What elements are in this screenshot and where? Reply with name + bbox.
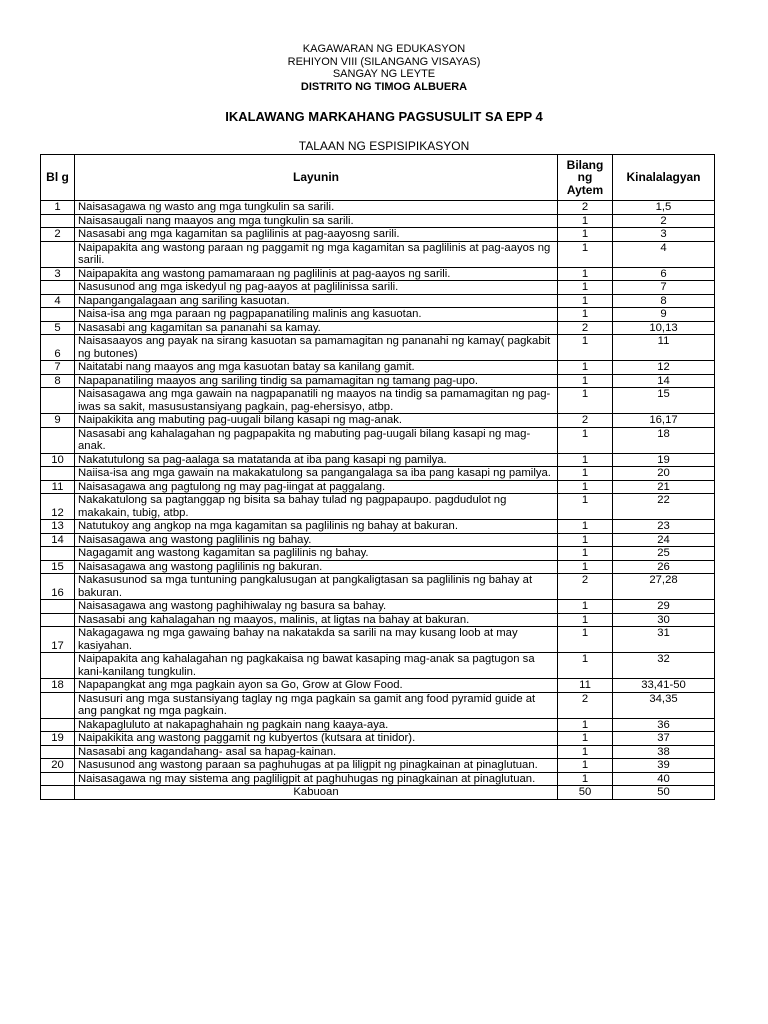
row-location: 24 — [613, 533, 715, 547]
row-location: 29 — [613, 600, 715, 614]
table-row — [41, 547, 715, 561]
department-name: KAGAWARAN NG EDUKASYON — [302, 43, 466, 55]
header-location: Kinalalagyan — [613, 155, 715, 201]
document-header — [0, 43, 768, 93]
row-objective: Nasasabi ang kahalagahan ng maayos, malinis, at ligtas na bahay at bakuran. — [75, 613, 558, 627]
row-location: 26 — [613, 560, 715, 574]
row-item-count: 2 — [558, 201, 613, 215]
row-item-count: 1 — [558, 560, 613, 574]
table-row — [41, 480, 715, 494]
row-bl: 16 — [41, 574, 75, 600]
row-objective: Naisasagawa ang wastong paghihiwalay ng basura sa bahay. — [75, 600, 558, 614]
table-row — [41, 335, 715, 361]
row-item-count: 1 — [558, 453, 613, 467]
row-bl: 14 — [41, 533, 75, 547]
row-bl: 2 — [41, 228, 75, 242]
row-item-count: 1 — [558, 600, 613, 614]
row-item-count: 2 — [558, 574, 613, 600]
district-name: DISTRITO NG TIMOG ALBUERA — [300, 80, 468, 93]
row-location: 23 — [613, 520, 715, 534]
row-location: 9 — [613, 308, 715, 322]
row-objective: Naiisa-isa ang mga gawain na makakatulong sa pangangalaga sa iba pang kasapi ng pamilya. — [75, 467, 558, 481]
header-objective: Layunin — [75, 155, 558, 201]
row-objective: Napapangkat ang mga pagkain ayon sa Go, Grow at Glow Food. — [75, 679, 558, 693]
row-location: 12 — [613, 361, 715, 375]
row-bl: 20 — [41, 759, 75, 773]
table-row — [41, 321, 715, 335]
row-item-count: 1 — [558, 772, 613, 786]
row-item-count: 1 — [558, 533, 613, 547]
row-item-count: 1 — [558, 335, 613, 361]
table-row — [41, 653, 715, 679]
row-location: 6 — [613, 267, 715, 281]
table-row — [41, 613, 715, 627]
row-objective: Nasusuri ang mga sustansiyang taglay ng mga pagkain sa gamit ang food pyramid guide at ang pangkat ng mga pagkain. — [75, 692, 558, 718]
row-item-count: 1 — [558, 467, 613, 481]
table-row — [41, 533, 715, 547]
row-item-count: 1 — [558, 228, 613, 242]
row-location: 33,41-50 — [613, 679, 715, 693]
row-objective: Naipapakita ang wastong pamamaraan ng paglilinis at pag-aayos ng sarili. — [75, 267, 558, 281]
row-location: 40 — [613, 772, 715, 786]
row-location: 27,28 — [613, 574, 715, 600]
row-bl: 7 — [41, 361, 75, 375]
table-row — [41, 361, 715, 375]
table-row — [41, 772, 715, 786]
row-objective: Naisasaayos ang payak na sirang kasuotan sa pamamagitan ng pananahi ng kamay( pagkabit ng butones) — [75, 335, 558, 361]
row-item-count: 1 — [558, 547, 613, 561]
row-location: 11 — [613, 335, 715, 361]
row-location: 14 — [613, 374, 715, 388]
row-location: 20 — [613, 467, 715, 481]
row-objective: Nagagamit ang wastong kagamitan sa paglilinis ng bahay. — [75, 547, 558, 561]
row-bl: 8 — [41, 374, 75, 388]
table-row — [41, 718, 715, 732]
row-bl — [41, 718, 75, 732]
row-location: 21 — [613, 480, 715, 494]
row-objective: Nasusunod ang mga iskedyul ng pag-aayos at paglilinissa sarili. — [75, 281, 558, 295]
row-objective: Naipakikita ang wastong paggamit ng kubyertos (kutsara at tinidor). — [75, 732, 558, 746]
row-objective: Nakatutulong sa pag-aalaga sa matatanda at iba pang kasapi ng pamilya. — [75, 453, 558, 467]
page-subtitle: TALAAN NG ESPISIPIKASYON — [298, 139, 470, 153]
row-bl — [41, 653, 75, 679]
row-bl — [41, 613, 75, 627]
row-objective: Naipapakita ang kahalagahan ng pagkakaisa ng bawat kasaping mag-anak sa pagtugon sa kani-kanilang tungkulin. — [75, 653, 558, 679]
row-item-count: 1 — [558, 427, 613, 453]
table-header-row — [41, 155, 715, 201]
row-objective: Nakakatulong sa pagtanggap ng bisita sa bahay tulad ng pagpapaupo. pagdudulot ng makakain, tubig, atbp. — [75, 494, 558, 520]
region-name: REHIYON VIII (SILANGANG VISAYAS) — [287, 55, 481, 68]
row-objective: Nasusunod ang wastong paraan sa paghuhugas at pa liligpit ng pinagkainan at pinaglutuan. — [75, 759, 558, 773]
row-objective: Nasasabi ang kahalagahan ng pagpapakita ng mabuting pag-uugali bilang kasapi ng mag-anak. — [75, 427, 558, 453]
row-location: 1,5 — [613, 201, 715, 215]
row-location: 18 — [613, 427, 715, 453]
row-item-count: 1 — [558, 374, 613, 388]
table-row — [41, 201, 715, 215]
row-objective: Naisasagawa ng may sistema ang pagliligpit at paghuhugas ng pinagkainan at pinaglutuan. — [75, 772, 558, 786]
row-bl: 9 — [41, 414, 75, 428]
row-bl — [41, 388, 75, 414]
row-objective: Nasasabi ang mga kagamitan sa paglilinis at pag-aayosng sarili. — [75, 228, 558, 242]
table-row — [41, 308, 715, 322]
row-objective: Nasasabi ang kagamitan sa pananahi sa kamay. — [75, 321, 558, 335]
specification-table — [40, 154, 715, 800]
header-bl: Bl g — [41, 155, 75, 201]
table-row — [41, 453, 715, 467]
table-row — [41, 600, 715, 614]
row-item-count: 1 — [558, 520, 613, 534]
row-item-count: 1 — [558, 281, 613, 295]
row-location: 34,35 — [613, 692, 715, 718]
row-item-count: 1 — [558, 308, 613, 322]
table-row — [41, 692, 715, 718]
row-item-count: 1 — [558, 745, 613, 759]
table-row — [41, 388, 715, 414]
row-objective: Napapanatiling maayos ang sariling tindig sa pamamagitan ng tamang pag-upo. — [75, 374, 558, 388]
row-objective: Naisasagawa ang mga gawain na nagpapanatili ng maayos na tindig sa pamamagitan ng pag-iwas sa sakit, masusustansiyang pagkain, pag-ehersisyo, atbp. — [75, 388, 558, 414]
row-bl: 19 — [41, 732, 75, 746]
row-item-count: 1 — [558, 732, 613, 746]
table-row — [41, 745, 715, 759]
row-bl: 3 — [41, 267, 75, 281]
row-bl: 10 — [41, 453, 75, 467]
row-item-count: 1 — [558, 627, 613, 653]
row-location: 32 — [613, 653, 715, 679]
table-row — [41, 574, 715, 600]
row-location: 38 — [613, 745, 715, 759]
row-bl: 1 — [41, 201, 75, 215]
row-objective: Naisa-isa ang mga paraan ng pagpapanatiling malinis ang kasuotan. — [75, 308, 558, 322]
table-row — [41, 560, 715, 574]
row-item-count: 1 — [558, 388, 613, 414]
table-row — [41, 679, 715, 693]
row-objective: Nakagagawa ng mga gawaing bahay na nakatakda sa sarili na may kusang loob at may kasiyahan. — [75, 627, 558, 653]
row-bl — [41, 547, 75, 561]
row-item-count: 1 — [558, 718, 613, 732]
table-row — [41, 267, 715, 281]
total-row — [41, 786, 715, 800]
row-location: 36 — [613, 718, 715, 732]
row-bl: 5 — [41, 321, 75, 335]
row-item-count: 1 — [558, 294, 613, 308]
row-objective: Naisasagawa ang wastong paglilinis ng bakuran. — [75, 560, 558, 574]
total-label: Kabuoan — [75, 786, 558, 800]
row-bl: 17 — [41, 627, 75, 653]
row-location: 15 — [613, 388, 715, 414]
row-bl — [41, 692, 75, 718]
row-location: 25 — [613, 547, 715, 561]
table-row — [41, 374, 715, 388]
total-location: 50 — [613, 786, 715, 800]
row-location: 19 — [613, 453, 715, 467]
row-item-count: 2 — [558, 321, 613, 335]
row-bl — [41, 214, 75, 228]
row-item-count: 1 — [558, 214, 613, 228]
row-item-count: 11 — [558, 679, 613, 693]
row-bl: 11 — [41, 480, 75, 494]
division-name: SANGAY NG LEYTE — [332, 68, 436, 80]
row-location: 30 — [613, 613, 715, 627]
row-location: 10,13 — [613, 321, 715, 335]
table-row — [41, 294, 715, 308]
row-item-count: 2 — [558, 414, 613, 428]
total-count: 50 — [558, 786, 613, 800]
row-location: 8 — [613, 294, 715, 308]
row-bl: 13 — [41, 520, 75, 534]
row-objective: Napangangalagaan ang sariling kasuotan. — [75, 294, 558, 308]
row-objective: Naisasagawa ang wastong paglilinis ng bahay. — [75, 533, 558, 547]
table-row — [41, 627, 715, 653]
row-item-count: 1 — [558, 613, 613, 627]
table-row — [41, 427, 715, 453]
table-row — [41, 759, 715, 773]
table-row — [41, 467, 715, 481]
row-location: 2 — [613, 214, 715, 228]
row-objective: Naipapakita ang wastong paraan ng paggamit ng mga kagamitan sa paglilinis at pag-aayos ng sarili. — [75, 241, 558, 267]
row-item-count: 1 — [558, 361, 613, 375]
row-item-count: 1 — [558, 653, 613, 679]
row-objective: Naisasagawa ng wasto ang mga tungkulin sa sarili. — [75, 201, 558, 215]
row-bl: 15 — [41, 560, 75, 574]
table-row — [41, 281, 715, 295]
row-objective: Nakapagluluto at nakapaghahain ng pagkain nang kaaya-aya. — [75, 718, 558, 732]
table-row — [41, 228, 715, 242]
table-row — [41, 520, 715, 534]
row-item-count: 1 — [558, 267, 613, 281]
table-row — [41, 241, 715, 267]
total-bl — [41, 786, 75, 800]
row-bl: 4 — [41, 294, 75, 308]
row-bl: 6 — [41, 335, 75, 361]
row-item-count: 2 — [558, 692, 613, 718]
table-row — [41, 214, 715, 228]
row-bl — [41, 427, 75, 453]
row-location: 3 — [613, 228, 715, 242]
row-item-count: 1 — [558, 759, 613, 773]
row-bl — [41, 241, 75, 267]
header-item-count: Bilang ng Aytem — [558, 155, 613, 201]
row-objective: Naitatabi nang maayos ang mga kasuotan batay sa kanilang gamit. — [75, 361, 558, 375]
row-objective: Naipakikita ang mabuting pag-uugali bilang kasapi ng mag-anak. — [75, 414, 558, 428]
table-row — [41, 732, 715, 746]
row-bl: 18 — [41, 679, 75, 693]
row-bl: 12 — [41, 494, 75, 520]
row-location: 37 — [613, 732, 715, 746]
row-location: 4 — [613, 241, 715, 267]
row-location: 16,17 — [613, 414, 715, 428]
row-location: 7 — [613, 281, 715, 295]
row-bl — [41, 281, 75, 295]
row-bl — [41, 745, 75, 759]
row-bl — [41, 308, 75, 322]
page-title: IKALAWANG MARKAHANG PAGSUSULIT SA EPP 4 — [225, 109, 543, 124]
row-objective: Nasasabi ang kagandahang- asal sa hapag-kainan. — [75, 745, 558, 759]
row-item-count: 1 — [558, 241, 613, 267]
table-row — [41, 494, 715, 520]
row-item-count: 1 — [558, 480, 613, 494]
row-objective: Natutukoy ang angkop na mga kagamitan sa paglilinis ng bahay at bakuran. — [75, 520, 558, 534]
row-bl — [41, 467, 75, 481]
row-bl — [41, 772, 75, 786]
row-location: 31 — [613, 627, 715, 653]
row-objective: Nakasusunod sa mga tuntuning pangkalusugan at pangkaligtasan sa paglilinis ng bahay at bakuran. — [75, 574, 558, 600]
row-item-count: 1 — [558, 494, 613, 520]
row-location: 39 — [613, 759, 715, 773]
row-bl — [41, 600, 75, 614]
row-location: 22 — [613, 494, 715, 520]
row-objective: Naisasagawa ang pagtulong ng may pag-iingat at paggalang. — [75, 480, 558, 494]
table-row — [41, 414, 715, 428]
row-objective: Naisasaugali nang maayos ang mga tungkulin sa sarili. — [75, 214, 558, 228]
